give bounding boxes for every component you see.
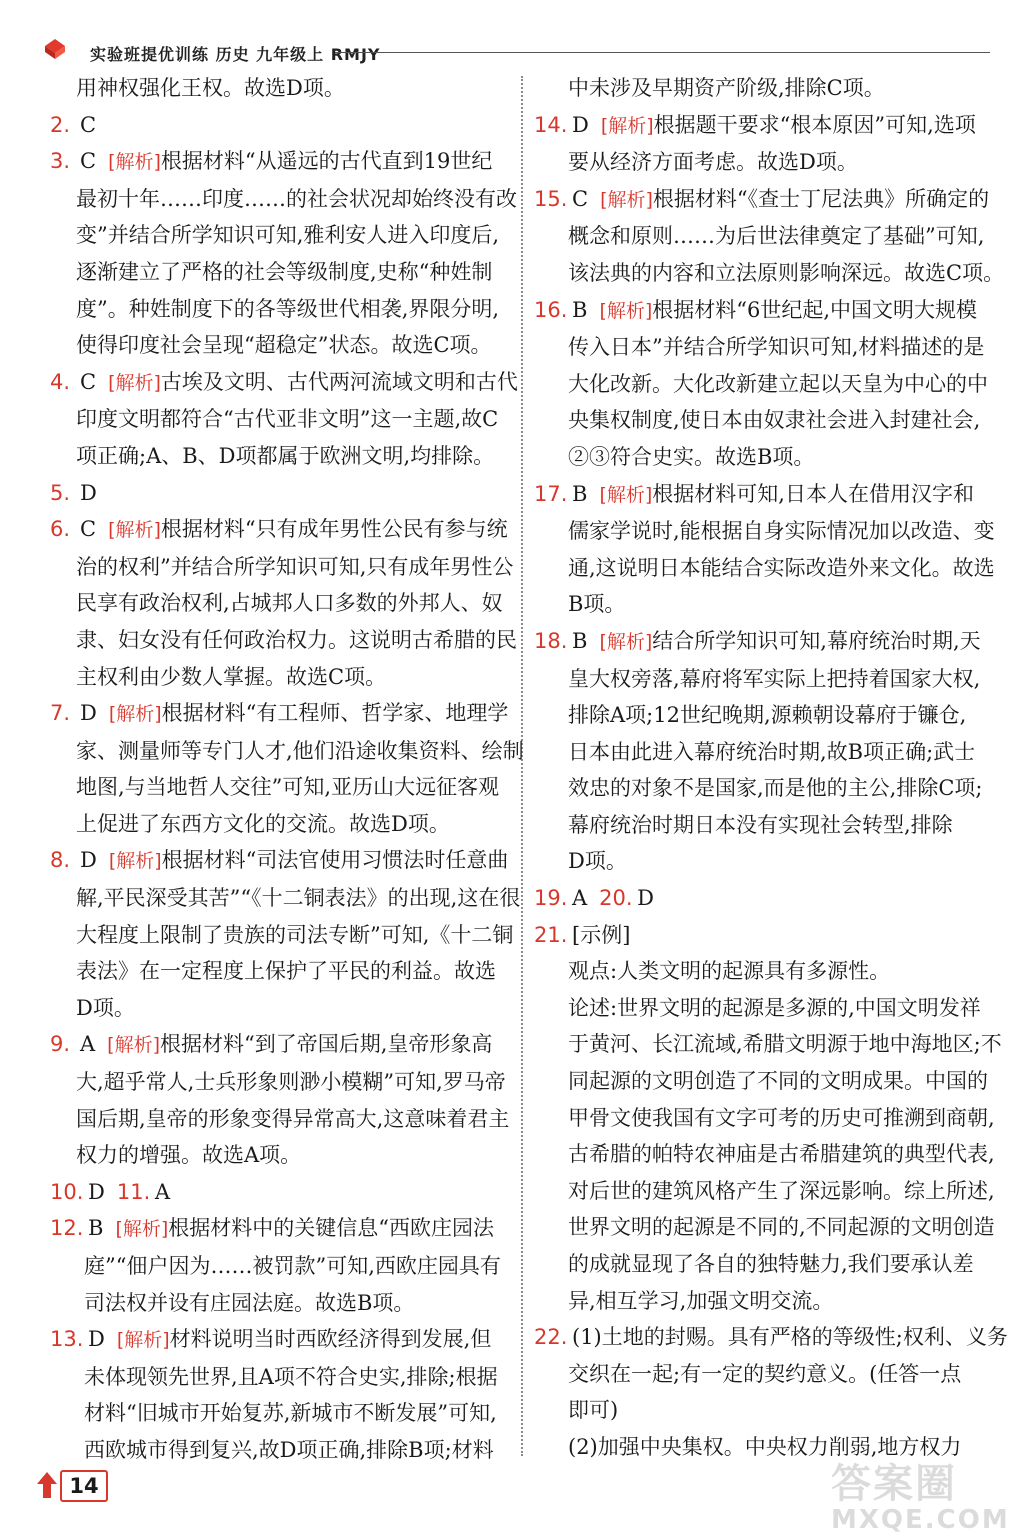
item-number: 19. — [534, 886, 568, 911]
text-line: 隶、妇女没有任何政治权力。这说明古希腊的民 — [76, 627, 517, 652]
text-line: (1)土地的封赐。具有严格的等级性;权利、义务 — [572, 1325, 1008, 1350]
item-number: 17. — [534, 481, 568, 506]
text-line: 国后期,皇帝的形象变得异常高大,这意味着君主 — [76, 1106, 510, 1131]
text-line: 同起源的文明创造了不同的文明成果。中国的 — [568, 1069, 988, 1094]
text-line: 度”。种姓制度下的各等级世代相袭,界限分明, — [76, 296, 500, 321]
answer-item-12 — [50, 1210, 512, 1321]
text-line: B项。 — [568, 592, 626, 617]
analysis-tag: [解析] — [108, 371, 161, 394]
item-answer: C — [80, 112, 97, 137]
answer-item-16 — [534, 292, 996, 476]
text-line: 中未涉及早期资产阶级,排除C项。 — [568, 76, 885, 100]
text-line: 于黄河、长江流域,希腊文明源于地中海地区;不 — [568, 1032, 1002, 1057]
right-column — [534, 70, 1008, 1466]
text-line: D项。 — [76, 995, 135, 1020]
item-answer: D — [88, 1327, 105, 1352]
text-line: 材料说明当时西欧经济得到发展,但 — [169, 1327, 492, 1352]
item-answer: C — [572, 186, 589, 211]
item-answer: D — [572, 112, 589, 137]
header-title: 实验班提优训练 历史 九年级上 RMJY — [90, 45, 381, 64]
analysis-tag: [解析] — [108, 519, 161, 542]
text-line: 表法》在一定程度上保护了平民的利益。故选 — [76, 959, 496, 984]
page-footer — [36, 1466, 116, 1506]
text-line: 日本由此进入幕府统治时期,故B项正确;武士 — [568, 739, 976, 764]
item-number: 13. — [50, 1327, 84, 1352]
text-line: 要从经济方面考虑。故选D项。 — [568, 150, 858, 175]
text-line: 世界文明的起源是不同的,不同起源的文明创造 — [568, 1215, 995, 1240]
item-number: 3. — [50, 149, 71, 174]
answer-item-13 — [50, 1321, 512, 1468]
text-line: 民享有政治权利,占城邦人口多数的外邦人、奴 — [76, 591, 503, 616]
text-line: 项正确;A、B、D项都属于欧洲文明,均排除。 — [76, 443, 495, 468]
answer-item-17 — [534, 476, 996, 623]
text-line: 大程度上限制了贵族的司法专断”可知,《十二铜 — [76, 922, 514, 947]
text-line: 根据材料可知,日本人在借用汉字和 — [652, 481, 974, 506]
item-number: 4. — [50, 369, 71, 394]
text-line: 治的权利”并结合所学知识可知,只有成年男性公 — [76, 554, 514, 579]
item-answer: D — [80, 480, 97, 505]
item-number: 15. — [534, 186, 568, 211]
item-answer: D — [88, 1179, 105, 1204]
text-line: 逐渐建立了严格的社会等级制度,史称“种姓制 — [76, 259, 493, 284]
item-number: 7. — [50, 701, 71, 726]
page-number: 14 — [60, 1470, 108, 1502]
analysis-tag: [解析] — [116, 1329, 170, 1352]
text-line: 甲骨文使我国有文字可考的历史可推溯到商朝, — [568, 1105, 995, 1130]
analysis-tag: [解析] — [599, 299, 653, 322]
analysis-tag: [解析] — [600, 188, 653, 211]
item-number: 20. — [599, 886, 633, 911]
item-number: 11. — [116, 1179, 151, 1204]
text-line: 根据材料“只有成年男性公民有参与统 — [160, 517, 508, 542]
header-rule — [335, 52, 990, 53]
answer-item-5 — [50, 475, 512, 512]
text-line: 根据材料“有工程师、哲学家、地理学 — [161, 701, 509, 726]
item-number: 16. — [534, 297, 568, 322]
arrow-up-icon — [36, 1470, 58, 1500]
item-answer: D — [637, 886, 655, 911]
text-line: 变”并结合所学知识可知,雅利安人进入印度后, — [76, 223, 500, 248]
text-line: 传入日本”并结合所学知识可知,材料描述的是 — [568, 335, 985, 360]
text-line: 古埃及文明、古代两河流域文明和古代 — [160, 369, 518, 394]
text-line: 大,超乎常人,士兵形象则渺小模糊”可知,罗马帝 — [76, 1070, 506, 1095]
item-number: 5. — [50, 480, 71, 505]
text-line: 观点:人类文明的起源具有多源性。 — [568, 959, 891, 984]
item-answer: A — [80, 1032, 96, 1057]
text-line: 概念和原则……为后世法律奠定了基础”可知, — [568, 224, 985, 249]
example-tag: [示例] — [572, 922, 631, 947]
item-answer: A — [154, 1179, 171, 1204]
item-answer: B — [572, 297, 588, 322]
text-line: 论述:世界文明的起源是多源的,中国文明发祥 — [568, 995, 981, 1020]
analysis-tag: [解析] — [599, 630, 653, 653]
answer-item-14 — [534, 107, 996, 181]
text-line: 异,相互学习,加强文明交流。 — [568, 1288, 834, 1313]
item-number: 10. — [50, 1179, 84, 1204]
analysis-tag: [解析] — [108, 703, 162, 726]
text-line: 司法权并设有庄园法庭。故选B项。 — [84, 1290, 415, 1315]
analysis-tag: [解析] — [115, 1218, 169, 1241]
book-logo-icon — [44, 38, 66, 60]
answer-item-6 — [50, 511, 517, 695]
watermark-text: 答案圈 — [831, 1461, 957, 1507]
item-answer: B — [572, 481, 588, 506]
text-line: 交织在一起;有一定的契约意义。(任答一点 — [568, 1361, 962, 1386]
text-line: 幕府统治时期日本没有实现社会转型,排除 — [568, 812, 953, 837]
item-answer: C — [80, 517, 97, 542]
page-header — [40, 36, 990, 66]
text-line: 根据材料“司法官使用习惯法时任意曲 — [161, 848, 509, 873]
item-number: 9. — [50, 1032, 71, 1057]
analysis-tag: [解析] — [600, 114, 654, 137]
answer-item-15 — [534, 181, 1005, 292]
item-answer: B — [572, 628, 588, 653]
text-line: 根据材料“6世纪起,中国文明大规模 — [652, 297, 978, 322]
text-line: 庭”“佃户因为……被罚款”可知,西欧庄园具有 — [84, 1254, 501, 1278]
text-line: 效忠的对象不是国家,而是他的主公,排除C项; — [568, 776, 983, 801]
item-answer: C — [80, 149, 97, 174]
text-line: 权力的增强。故选A项。 — [76, 1143, 302, 1168]
text-line: 主权利由少数人掌握。故选C项。 — [76, 664, 387, 689]
item-answer: C — [80, 369, 97, 394]
text-line: 通,这说明日本能结合实际改造外来文化。故选 — [568, 555, 995, 580]
answer-item-2 — [50, 107, 512, 144]
text-line: ②③符合史实。故选B项。 — [568, 444, 815, 469]
analysis-tag: [解析] — [107, 1034, 160, 1057]
item-number: 6. — [50, 517, 71, 542]
analysis-tag: [解析] — [108, 850, 162, 873]
text-line: 地图,与当地哲人交往”可知,亚历山大远征客观 — [76, 775, 500, 800]
answer-item-3 — [50, 143, 517, 364]
text-line: 即可) — [568, 1398, 619, 1423]
text-line: 排除A项;12世纪晚期,源赖朝设幕府于镰仓, — [568, 703, 967, 728]
item-number: 8. — [50, 848, 71, 873]
text-line: 根据材料“《查士丁尼法典》所确定的 — [652, 186, 990, 211]
answer-item-9 — [50, 1026, 512, 1173]
item-number: 22. — [534, 1325, 568, 1350]
item-answer: D — [80, 848, 97, 873]
text-line: 大化改新。大化改新建立起以天皇为中心的中 — [568, 371, 988, 396]
item-number: 12. — [50, 1216, 84, 1241]
answer-item-4 — [50, 364, 518, 475]
text-line: 根据材料“从遥远的古代直到19世纪 — [160, 149, 493, 174]
analysis-tag: [解析] — [108, 151, 161, 174]
item-number: 18. — [534, 628, 568, 653]
text-line: 西欧城市得到复兴,故D项正确,排除B项;材料 — [84, 1437, 494, 1462]
text-line: 古希腊的帕特农神庙是古希腊建筑的典型代表, — [568, 1142, 995, 1167]
text-line: 家、测量师等专门人才,他们沿途收集资料、绘制 — [76, 738, 524, 763]
text-line: (2)加强中央集权。中央权力削弱,地方权力 — [568, 1434, 962, 1459]
analysis-tag: [解析] — [599, 483, 653, 506]
item-answer: D — [80, 701, 97, 726]
text-line: 结合所学知识可知,幕府统治时期,天 — [652, 628, 981, 653]
item-number: 2. — [50, 112, 71, 137]
text-line: 根据题干要求“根本原因”可知,选项 — [653, 112, 976, 137]
text-line: 该法典的内容和立法原则影响深远。故选C项。 — [568, 260, 1005, 285]
watermark-url: MXQE.COM — [831, 1505, 1010, 1535]
text-line: 根据材料“到了帝国后期,皇帝形象高 — [160, 1032, 493, 1057]
answer-items-10-11 — [50, 1174, 512, 1211]
item-number: 21. — [534, 922, 568, 947]
text-line: 用神权强化王权。故选D项。 — [76, 76, 345, 100]
text-line: 皇大权旁落,幕府将军实际上把持着国家大权, — [568, 666, 981, 691]
item-answer: B — [88, 1216, 104, 1241]
text-line: 材料“旧城市开始复苏,新城市不断发展”可知, — [84, 1401, 497, 1426]
text-line: 的成就显现了各自的独特魅力,我们要承认差 — [568, 1252, 974, 1276]
text-line: 儒家学说时,能根据自身实际情况加以改造、变 — [568, 519, 995, 544]
answer-item-21 — [534, 917, 1002, 1320]
answer-item-8 — [50, 842, 521, 1026]
answer-items-19-20 — [534, 880, 996, 917]
answer-item-7 — [50, 695, 524, 842]
watermark — [831, 1452, 1021, 1535]
item-number: 14. — [534, 112, 568, 137]
item-answer: A — [572, 886, 588, 911]
text-line: D项。 — [568, 849, 627, 874]
answer-item-18 — [534, 623, 996, 880]
answer-item-22 — [534, 1319, 1008, 1465]
text-line: 上促进了东西方文化的交流。故选D项。 — [76, 811, 450, 836]
text-line: 最初十年……印度……的社会状况却始终没有改 — [76, 186, 517, 211]
text-line: 未体现领先世界,且A项不符合史实,排除;根据 — [84, 1364, 498, 1389]
left-column — [50, 70, 524, 1469]
text-line: 解,平民深受其苦”“《十二铜表法》的出现,这在很 — [76, 886, 521, 911]
text-line: 使得印度社会呈现“超稳定”状态。故选C项。 — [76, 333, 492, 358]
text-line: 对后世的建筑风格产生了深远影响。综上所述, — [568, 1178, 995, 1203]
text-line: 根据材料中的关键信息“西欧庄园法 — [168, 1216, 495, 1241]
text-line: 央集权制度,使日本由奴隶社会进入封建社会, — [568, 408, 981, 433]
text-line: 印度文明都符合“古代亚非文明”这一主题,故C — [76, 407, 499, 432]
